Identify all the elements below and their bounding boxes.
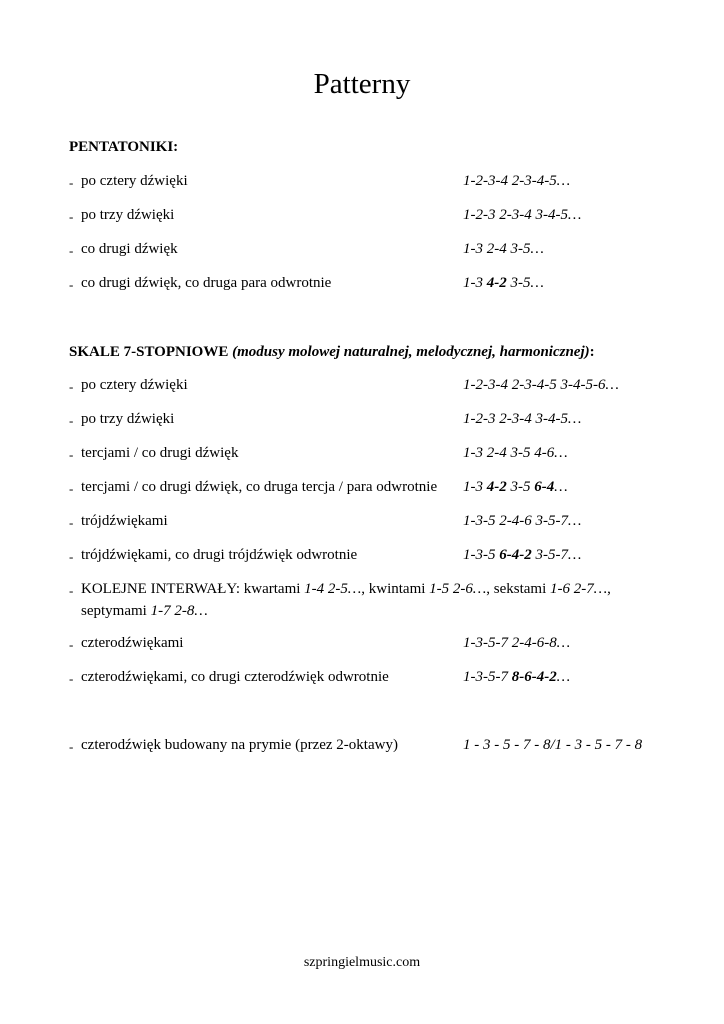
list-item xyxy=(69,273,669,293)
page-title: Patterny xyxy=(313,68,411,100)
bullet-dash: - xyxy=(69,413,74,428)
bullet-dash: - xyxy=(69,671,74,686)
item-label: co drugi dźwięk xyxy=(81,241,178,257)
bullet-dash: - xyxy=(69,277,74,292)
item-pattern: 1-3 4-2 3-5 6-4… xyxy=(463,479,568,495)
bullet-dash: - xyxy=(69,209,74,224)
item-label: trójdźwiękami xyxy=(81,513,168,529)
list-item xyxy=(69,239,669,259)
item-pattern: 1-3 2-4 3-5… xyxy=(463,241,544,257)
list-item xyxy=(69,443,669,463)
section-heading-pentatoniki: PENTATONIKI: xyxy=(69,139,179,155)
item-pattern: 1-2-3 2-3-4 3-4-5… xyxy=(463,411,582,427)
item-pattern: 1-2-3 2-3-4 3-4-5… xyxy=(463,207,582,223)
bullet-dash: - xyxy=(69,515,74,530)
list-item xyxy=(69,375,669,395)
bullet-dash: - xyxy=(69,549,74,564)
item-label: tercjami / co drugi dźwięk, co druga tercja / para odwrotnie xyxy=(81,479,438,495)
bullet-dash: - xyxy=(69,583,74,598)
list-item xyxy=(69,511,669,531)
bullet-dash: - xyxy=(69,447,74,462)
item-label: czterodźwiękami, co drugi czterodźwięk odwrotnie xyxy=(81,669,389,685)
footer-website: szpringielmusic.com xyxy=(303,955,421,970)
item-pattern: 1-3 2-4 3-5 4-6… xyxy=(463,445,568,461)
list-item xyxy=(69,633,669,653)
item-label: tercjami / co drugi dźwięk xyxy=(81,445,239,461)
item-label: co drugi dźwięk, co druga para odwrotnie xyxy=(81,275,332,291)
item-label: czterodźwięk budowany na prymie (przez 2-oktawy) xyxy=(81,737,398,753)
item-label: po trzy dźwięki xyxy=(81,411,175,427)
list-item xyxy=(69,735,669,755)
item-pattern: 1-3 4-2 3-5… xyxy=(463,275,544,291)
list-item xyxy=(69,667,669,687)
item-pattern: 1-2-3-4 2-3-4-5… xyxy=(463,173,571,189)
item-label: po cztery dźwięki xyxy=(81,377,188,393)
item-label: po trzy dźwięki xyxy=(81,207,175,223)
bullet-dash: - xyxy=(69,481,74,496)
list-item-interwaly xyxy=(69,578,669,622)
item-label: czterodźwiękami xyxy=(81,635,184,651)
list-item xyxy=(69,477,669,497)
item-pattern: 1-3-5 2-4-6 3-5-7… xyxy=(463,513,582,529)
bullet-dash: - xyxy=(69,175,74,190)
item-pattern: 1-2-3-4 2-3-4-5 3-4-5-6… xyxy=(463,377,619,393)
bullet-dash: - xyxy=(69,379,74,394)
list-item xyxy=(69,409,669,429)
list-item xyxy=(69,205,669,225)
item-pattern: 1-3-5 6-4-2 3-5-7… xyxy=(463,547,582,563)
item-label: po cztery dźwięki xyxy=(81,173,188,189)
list-item xyxy=(69,545,669,565)
item-label: trójdźwiękami, co drugi trójdźwięk odwrotnie xyxy=(81,547,358,563)
item-label: KOLEJNE INTERWAŁY: kwartami 1-4 2-5…, kwintami 1-5 2-6…, sekstami 1-6 2-7…, septymami 1-7 2-8… xyxy=(81,581,611,619)
bullet-dash: - xyxy=(69,243,74,258)
bullet-dash: - xyxy=(69,637,74,652)
item-pattern: 1-3-5-7 8-6-4-2… xyxy=(463,669,571,685)
item-pattern: 1-3-5-7 2-4-6-8… xyxy=(463,635,571,651)
list-item xyxy=(69,171,669,191)
item-pattern: 1 - 3 - 5 - 7 - 8/1 - 3 - 5 - 7 - 8 xyxy=(463,737,643,753)
section-heading-skale: SKALE 7-STOPNIOWE (modusy molowej naturalnej, melodycznej, harmonicznej): xyxy=(69,344,595,360)
bullet-dash: - xyxy=(69,739,74,754)
